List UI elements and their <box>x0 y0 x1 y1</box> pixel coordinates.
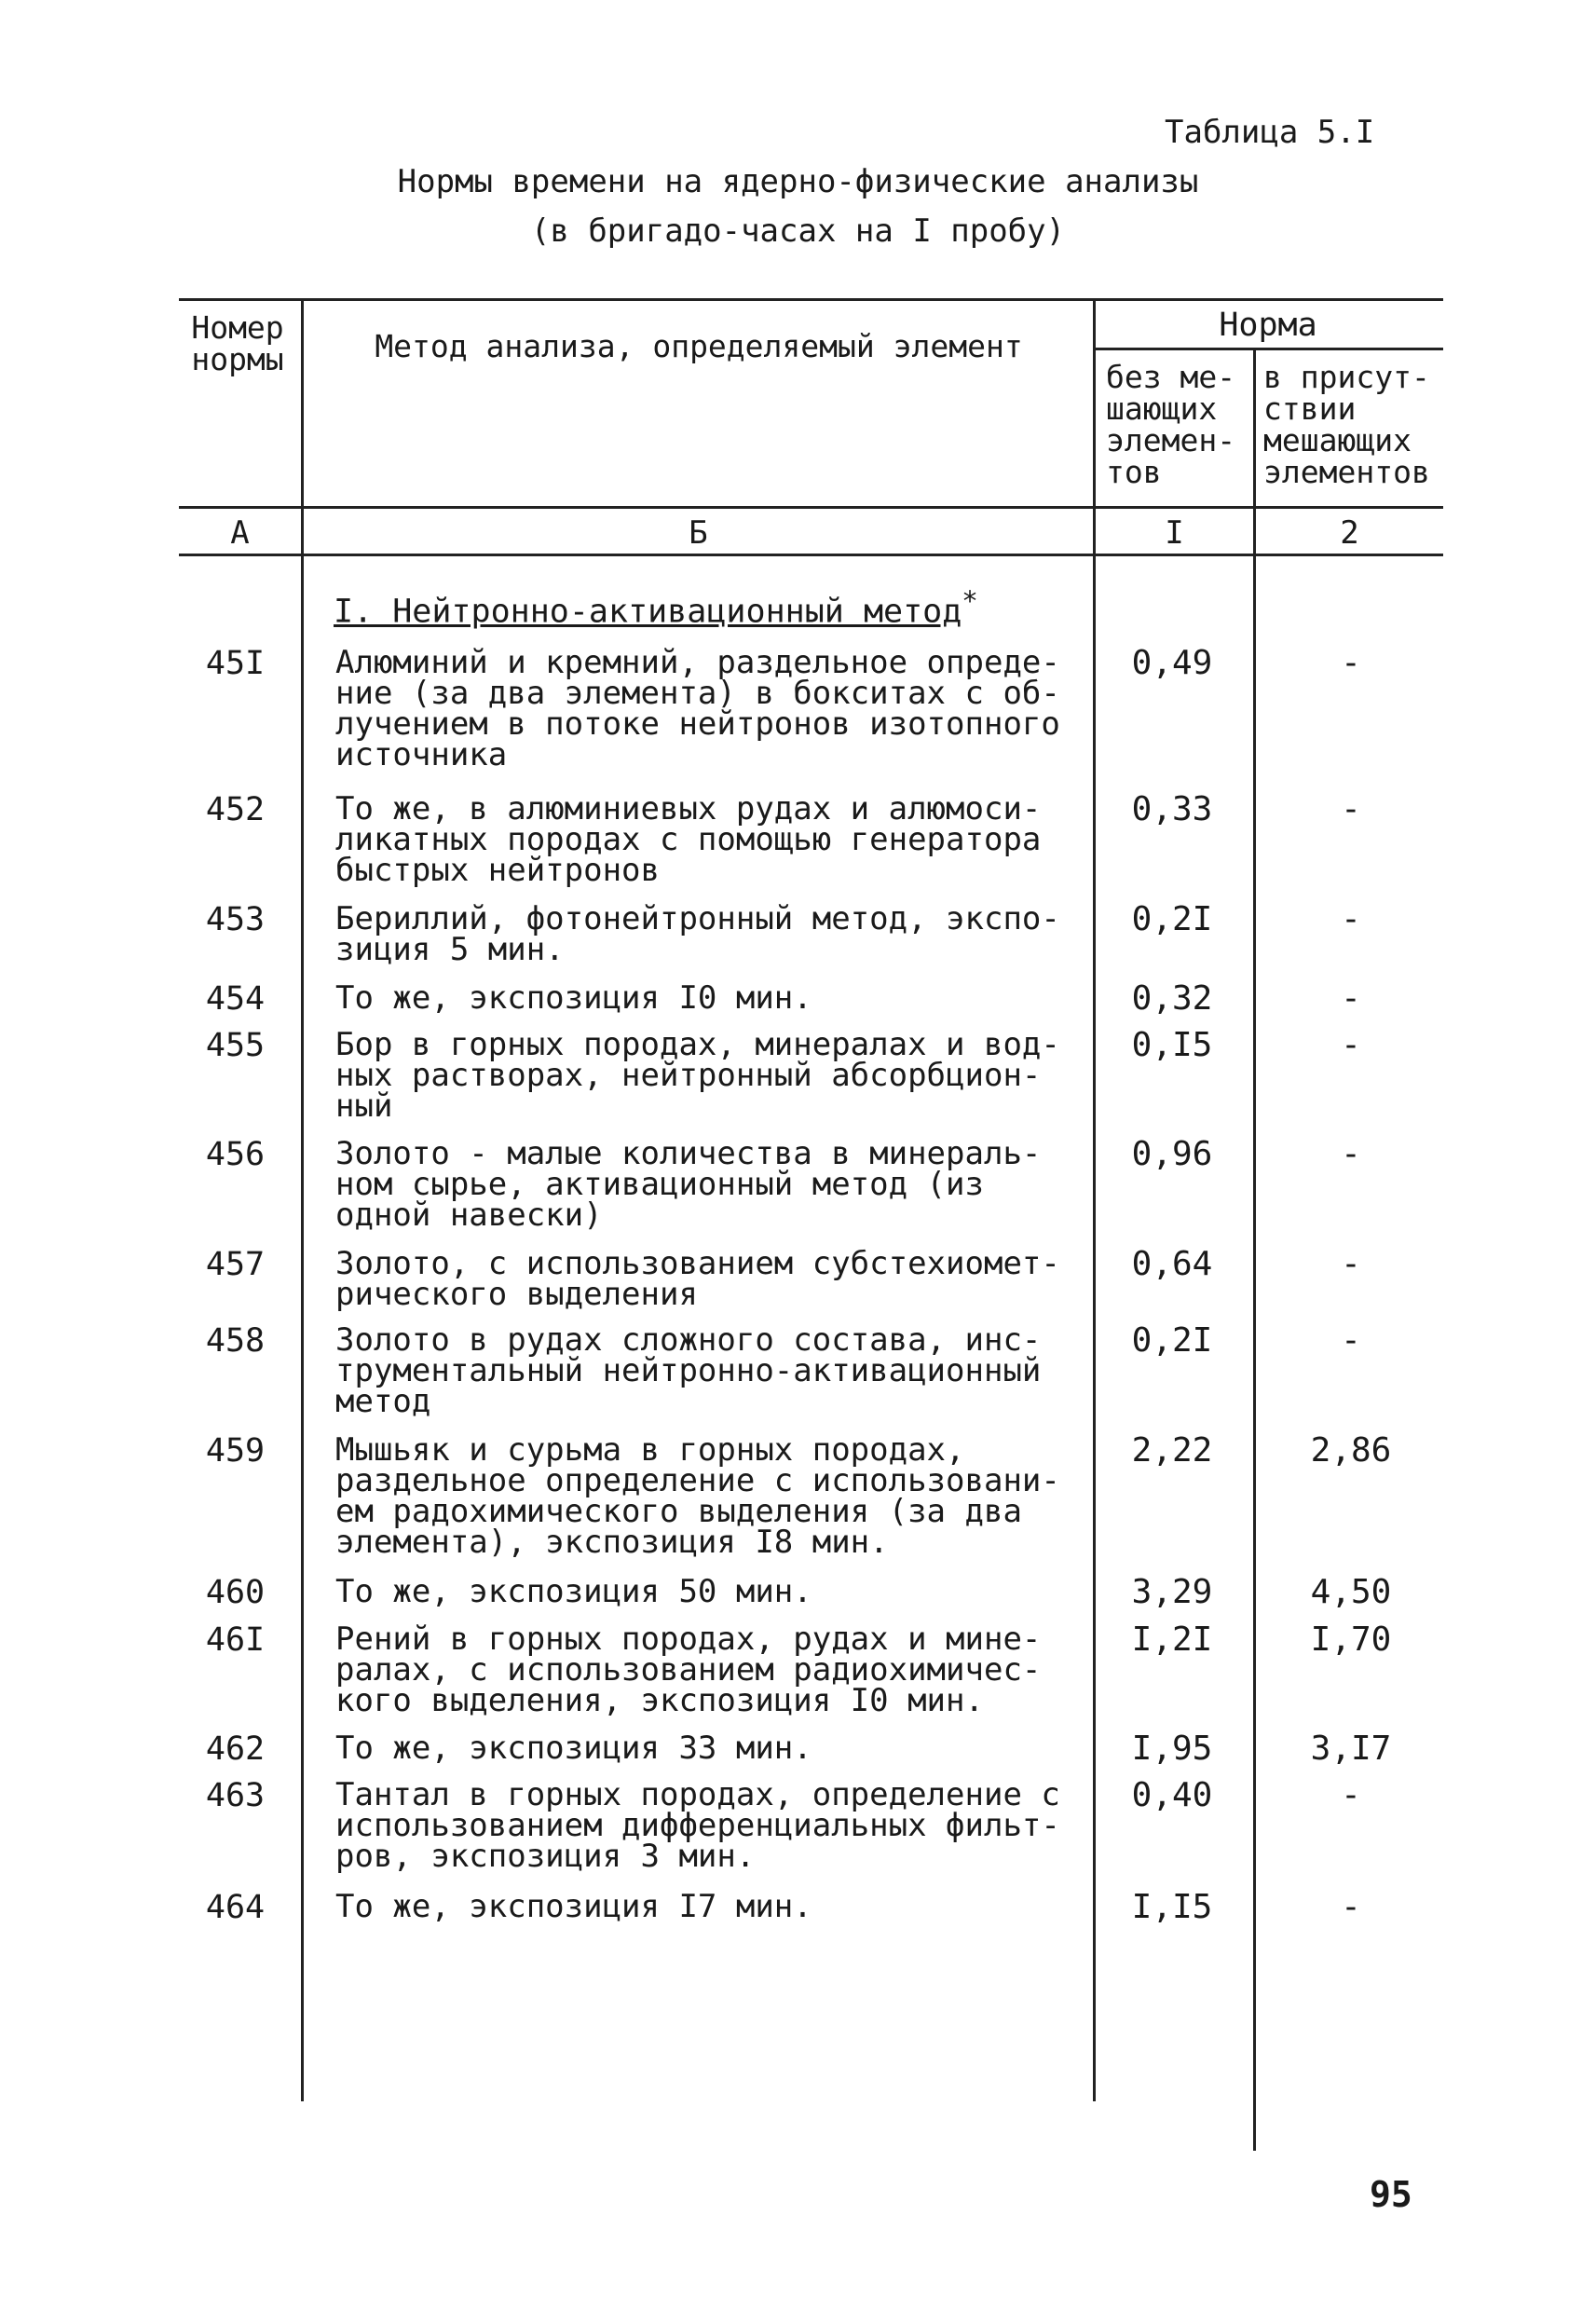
norm-with-interfering: - <box>1341 1245 1361 1283</box>
norm-with-interfering: - <box>1341 644 1361 682</box>
method-description: То же, экспозиция 33 мин. <box>335 1730 812 1767</box>
method-description: Бор в горных породах, минералах и вод- ных растворах, нейтронный абсорбцион- ный <box>335 1026 1060 1125</box>
table-subtitle: (в бригадо-часах на I пробу) <box>530 212 1066 250</box>
norm-number: 464 <box>205 1889 266 1926</box>
norm-number: 46I <box>205 1621 266 1659</box>
norm-number: 457 <box>205 1246 266 1283</box>
norm-number: 453 <box>205 901 266 938</box>
method-description: Золото в рудах сложного состава, инс- трументальный нейтронно-активационный метод <box>335 1321 1042 1420</box>
header-col-2: в присут- ствии мешающих элементов <box>1263 359 1430 490</box>
norm-with-interfering: I,70 <box>1310 1620 1392 1659</box>
table-title: Нормы времени на ядерно-физические анализы <box>397 163 1199 200</box>
norm-without-interfering: 0,96 <box>1131 1135 1213 1173</box>
norm-without-interfering: 0,2I <box>1131 900 1213 938</box>
header-col-1: без ме- шающих элемен- тов <box>1106 359 1236 490</box>
table-top-rule <box>179 298 1443 301</box>
norm-with-interfering: 3,I7 <box>1310 1730 1392 1768</box>
norm-number: 462 <box>205 1730 266 1768</box>
norm-number: 459 <box>205 1432 266 1470</box>
norm-with-interfering: - <box>1341 1026 1361 1064</box>
norm-with-interfering: - <box>1341 1776 1361 1814</box>
header-method-col: Метод анализа, определяемый элемент <box>375 328 1023 364</box>
col-divider-c <box>1253 348 1256 2151</box>
norm-without-interfering: I,95 <box>1131 1730 1213 1768</box>
norm-with-interfering: - <box>1341 979 1361 1018</box>
method-description: Бериллий, фотонейтронный метод, экспо- зиция 5 мин. <box>335 900 1060 968</box>
norm-with-interfering: - <box>1341 790 1361 828</box>
norm-with-interfering: 2,86 <box>1310 1431 1392 1470</box>
norm-without-interfering: 0,2I <box>1131 1321 1213 1360</box>
norm-number: 456 <box>205 1136 266 1173</box>
method-description: Мышьяк и сурьма в горных породах, раздельное определение с использовани- ем радохимического выделения (за два элемента), экспозиция I8 мин. <box>335 1431 1060 1561</box>
col-divider-a <box>301 298 304 2101</box>
norm-number: 452 <box>205 791 266 828</box>
norm-with-interfering: - <box>1341 1888 1361 1926</box>
method-description: Рений в горных породах, рудах и мине- ралах, с использованием радиохимичес- кого выделения, экспозиция I0 мин. <box>335 1620 1042 1719</box>
section-title <box>334 585 978 631</box>
method-description: То же, в алюминиевых рудах и алюмоси- ликатных породах с помощью генератора быстрых нейтронов <box>335 790 1042 889</box>
norm-with-interfering: 4,50 <box>1310 1573 1392 1611</box>
norm-number: 455 <box>205 1027 266 1064</box>
norm-without-interfering: 0,49 <box>1131 644 1213 682</box>
col-divider-b <box>1093 298 1096 2101</box>
norm-without-interfering: I,2I <box>1131 1620 1213 1659</box>
norm-number: 45I <box>205 645 266 682</box>
norm-without-interfering: 0,32 <box>1131 979 1213 1018</box>
method-description: Тантал в горных породах, определение с использованием дифференциальных фильт- ров, экспозиция 3 мин. <box>335 1776 1060 1875</box>
page-number: 95 <box>1370 2174 1412 2215</box>
table-label: Таблица 5.I <box>1165 114 1375 151</box>
column-code-2: 2 <box>1340 514 1359 552</box>
norm-with-interfering: - <box>1341 1135 1361 1173</box>
norm-without-interfering: 0,64 <box>1131 1245 1213 1283</box>
norm-without-interfering: 0,I5 <box>1131 1026 1213 1064</box>
norm-number: 460 <box>205 1574 266 1611</box>
header-number-col: Номер нормы <box>191 309 284 377</box>
header-norm: Норма <box>1219 307 1317 344</box>
method-description: То же, экспозиция I0 мин. <box>335 979 812 1017</box>
norm-without-interfering: 0,40 <box>1131 1776 1213 1814</box>
norm-without-interfering: 3,29 <box>1131 1573 1213 1611</box>
norm-without-interfering: 2,22 <box>1131 1431 1213 1470</box>
method-description: Золото, с использованием субстехиомет- рического выделения <box>335 1245 1060 1313</box>
norm-number: 458 <box>205 1322 266 1360</box>
method-description: То же, экспозиция 50 мин. <box>335 1573 812 1610</box>
column-code-a: А <box>230 514 250 552</box>
column-code-1: I <box>1165 514 1184 552</box>
norm-number: 454 <box>205 980 266 1018</box>
method-description: Алюминий и кремний, раздельное опреде- ние (за два элемента) в бокситах с об- лучением в потоке нейтронов изотопного источника <box>335 644 1060 773</box>
method-description: То же, экспозиция I7 мин. <box>335 1888 812 1925</box>
column-code-b: Б <box>689 514 708 552</box>
section-footnote-mark: * <box>962 585 978 617</box>
norm-number: 463 <box>205 1777 266 1814</box>
norm-with-interfering: - <box>1341 900 1361 938</box>
norm-without-interfering: I,I5 <box>1131 1888 1213 1926</box>
norm-with-interfering: - <box>1341 1321 1361 1360</box>
norm-without-interfering: 0,33 <box>1131 790 1213 828</box>
norm-subheader-rule <box>1093 348 1443 350</box>
section-title-text: I. Нейтронно-активационный метод <box>334 593 962 631</box>
method-description: Золото - малые количества в минераль- ном сырье, активационный метод (из одной навески) <box>335 1135 1042 1234</box>
